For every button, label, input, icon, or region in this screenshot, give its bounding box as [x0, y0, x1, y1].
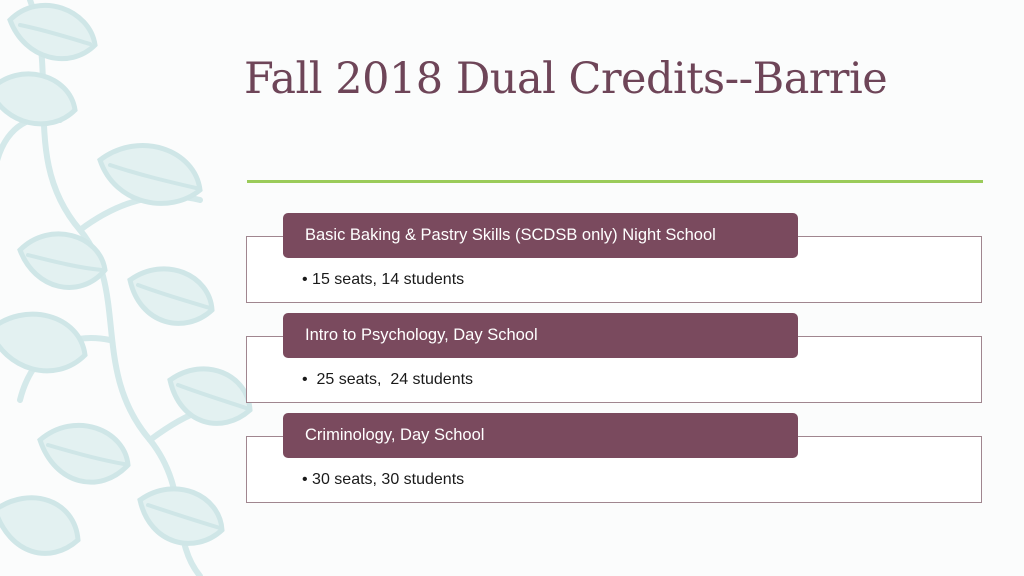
- page-title: Fall 2018 Dual Credits--Barrie: [244, 54, 888, 104]
- course-header-2: Intro to Psychology, Day School: [283, 313, 798, 358]
- course-detail-2: • 25 seats, 24 students: [302, 371, 474, 388]
- course-header-3: Criminology, Day School: [283, 413, 798, 458]
- leafy-vine-icon: [0, 0, 260, 576]
- title-divider: [247, 180, 983, 183]
- course-detail-3: • 30 seats, 30 students: [302, 471, 465, 488]
- course-detail-1: • 15 seats, 14 students: [302, 271, 465, 288]
- course-header-1: Basic Baking & Pastry Skills (SCDSB only) Night School: [283, 213, 798, 258]
